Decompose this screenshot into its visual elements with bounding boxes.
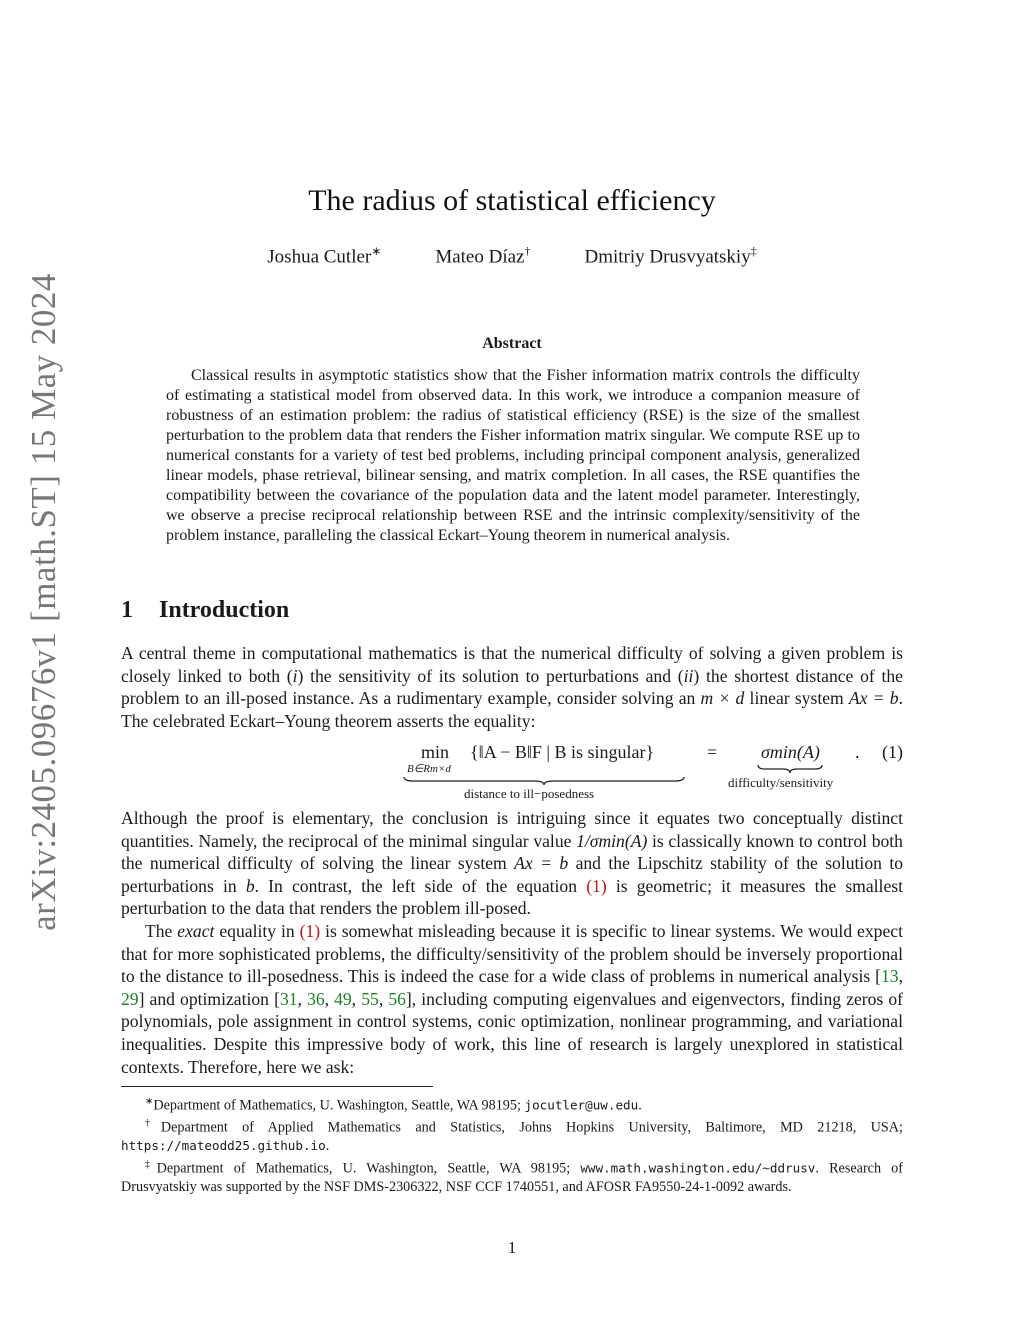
math-run: Ax = b	[848, 688, 899, 709]
citation-link[interactable]: 31	[279, 988, 298, 1009]
page-number: 1	[507, 1238, 517, 1257]
equation-ref-link[interactable]: (1)	[586, 875, 607, 896]
citation-link[interactable]: 13	[881, 966, 899, 987]
footnote-2	[121, 1115, 903, 1156]
author-name: Mateo Díaz	[435, 246, 525, 268]
author-mark: ‡	[750, 244, 757, 258]
abstract-heading: Abstract	[482, 335, 542, 352]
abstract	[166, 366, 860, 546]
text-run: and the Lipschitz stability of the solution to perturbations in	[121, 853, 904, 896]
arxiv-stamp	[14, 273, 74, 931]
underbrace-left	[403, 776, 685, 786]
arxiv-stamp-text: arXiv:2405.09676v1 [math.ST] 15 May 2024	[24, 273, 63, 931]
citation-link[interactable]: 56	[388, 988, 406, 1009]
math-run: i	[292, 665, 298, 686]
emph-run: exact	[177, 920, 215, 941]
email-link[interactable]: jocutler@uw.edu	[524, 1097, 639, 1113]
author-name: Joshua Cutler	[267, 246, 372, 268]
paragraph-3	[121, 920, 903, 1078]
text-run: is classically known to control both the numerical difficulty of solving the linear system	[121, 830, 903, 874]
underbrace-right	[757, 764, 823, 774]
footnote-mark: ∗	[145, 1096, 154, 1107]
text-run: The	[145, 920, 178, 941]
text-run: . Research of Drusvyatskiy was supported by the NSF DMS-2306322, NSF CCF 1740551, and AFOSR FA9550-24-1-0092 awards.	[121, 1160, 904, 1196]
text-run: Although the proof is elementary, the conclusion is intriguing since it equates two conceptually distinct quantities. Namely, the reciprocal of the minimal singular value	[121, 808, 903, 851]
citation-link[interactable]: 29	[121, 988, 139, 1009]
author-list	[0, 244, 1024, 268]
eq-min-subscript: B∈Rm×d	[407, 763, 451, 775]
author-name: Dmitriy Drusvyatskiy	[584, 246, 751, 268]
footnote-rule	[121, 1086, 433, 1087]
equation-1	[121, 742, 903, 802]
footnote-mark: †	[145, 1118, 161, 1130]
footnote-mark: ‡	[145, 1158, 157, 1170]
abstract-text: Classical results in asymptotic statistics show that the Fisher information matrix controls the difficulty of estimating a statistical model from observed data. In this work, we introduce a companion measure of robustness of an estimation problem: the radius of statistical efficiency (RSE) is the size of the smallest perturbation to the problem data that renders the Fisher information matrix singular. We compute RSE up to numerical constants for a variety of test bed problems, including principal component analysis, generalized linear models, phase retrieval, bilinear sensing, and matrix completion. In all cases, the RSE quantifies the compatibility between the covariance of the population data and the latent model parameter. Interestingly, we observe a precise reciprocal relationship between RSE and the intrinsic complexity/sensitivity of the problem instance, paralleling the classical Eckart–Young theorem in numerical analysis.	[166, 367, 860, 544]
equation-ref-link[interactable]: (1)	[299, 920, 321, 941]
text-run: ) the sensitivity of its solution to perturbations and (	[297, 665, 684, 686]
math-run: Ax = b	[514, 853, 569, 874]
text-run: linear system	[744, 688, 849, 709]
eq-label-difficulty: difficulty/sensitivity	[728, 775, 834, 790]
text-run: . The celebrated Eckart–Young theorem asserts the equality:	[121, 688, 903, 731]
author	[435, 244, 530, 268]
text-run: Department of Mathematics, U. Washington, Seattle, WA 98195;	[153, 1097, 525, 1114]
citation-link[interactable]: 36	[307, 988, 325, 1009]
math-run: b	[245, 875, 255, 896]
text-run: ], including computing eigenvalues and eigenvectors, finding zeros of polynomials, pole assignment in control systems, conic optimization, nonlinear programming, and variational inequalities. Despite this impressive body of work, this line of research is largely unexplored in statistical contexts. Therefore, here we ask:	[121, 988, 904, 1077]
math-run: ii	[683, 665, 694, 686]
url-link[interactable]: https://mateodd25.github.io	[121, 1138, 326, 1154]
section-heading	[121, 597, 289, 624]
eq-min: min	[421, 742, 450, 762]
text-run: equality in	[214, 920, 300, 941]
citation-link[interactable]: 49	[334, 988, 352, 1009]
text-run: .	[638, 1097, 642, 1114]
text-run: ,	[351, 988, 362, 1009]
footnote-3	[121, 1156, 903, 1197]
author	[584, 244, 756, 268]
section-title: Introduction	[159, 597, 290, 623]
paper-title: The radius of statistical efficiency	[308, 184, 716, 217]
text-run: ) the shortest distance of the problem to an ill-posed instance. As a rudimentary example, consider solving an	[121, 665, 903, 709]
citation-link[interactable]: 55	[361, 988, 379, 1009]
eq-expression: {‖A − B‖F | B is singular}	[470, 742, 655, 762]
text-run: ,	[324, 988, 335, 1009]
text-run: A central theme in computational mathematics is that the numerical difficulty of solving a given problem is closely linked to both (	[121, 643, 903, 686]
text-run: ,	[378, 988, 389, 1009]
footnotes	[121, 1093, 903, 1197]
section-number: 1	[121, 597, 133, 623]
author-mark: †	[524, 244, 531, 258]
paragraph-2	[121, 807, 903, 1078]
author-mark: ∗	[371, 244, 382, 258]
text-run: is geometric; it measures the smallest perturbation to the data that renders the problem ill-posed.	[121, 875, 903, 919]
text-run: ,	[297, 988, 308, 1009]
footnote-1	[121, 1093, 903, 1115]
text-run: Department of Applied Mathematics and Statistics, Johns Hopkins University, Baltimore, MD 21218, USA;	[160, 1119, 903, 1136]
math-run: 1/σmin(A)	[576, 830, 648, 851]
math-run: m × d	[700, 688, 745, 709]
text-run: . In contrast, the left side of the equation	[254, 875, 587, 896]
text-run: is somewhat misleading because it is specific to linear systems. We would expect that for more sophisticated problems, the difficulty/sensitivity of the problem should be inversely proportional to the distance to ill-posedness. This is indeed the case for a wide class of problems in numerical analysis [	[121, 920, 903, 987]
eq-number: (1)	[882, 742, 903, 762]
eq-dot: .	[855, 742, 860, 762]
author	[267, 244, 381, 268]
eq-sigma: σmin(A)	[761, 742, 820, 762]
url-link[interactable]: www.math.washington.edu/~ddrusv	[580, 1160, 816, 1176]
paragraph-1	[121, 642, 903, 732]
eq-equals: =	[707, 742, 718, 762]
text-run: Department of Mathematics, U. Washington, Seattle, WA 98195;	[156, 1160, 581, 1177]
text-run: ,	[898, 966, 903, 987]
text-run: ] and optimization [	[138, 988, 280, 1009]
eq-label-distance: distance to ill−posedness	[464, 786, 595, 801]
text-run: .	[325, 1138, 330, 1155]
